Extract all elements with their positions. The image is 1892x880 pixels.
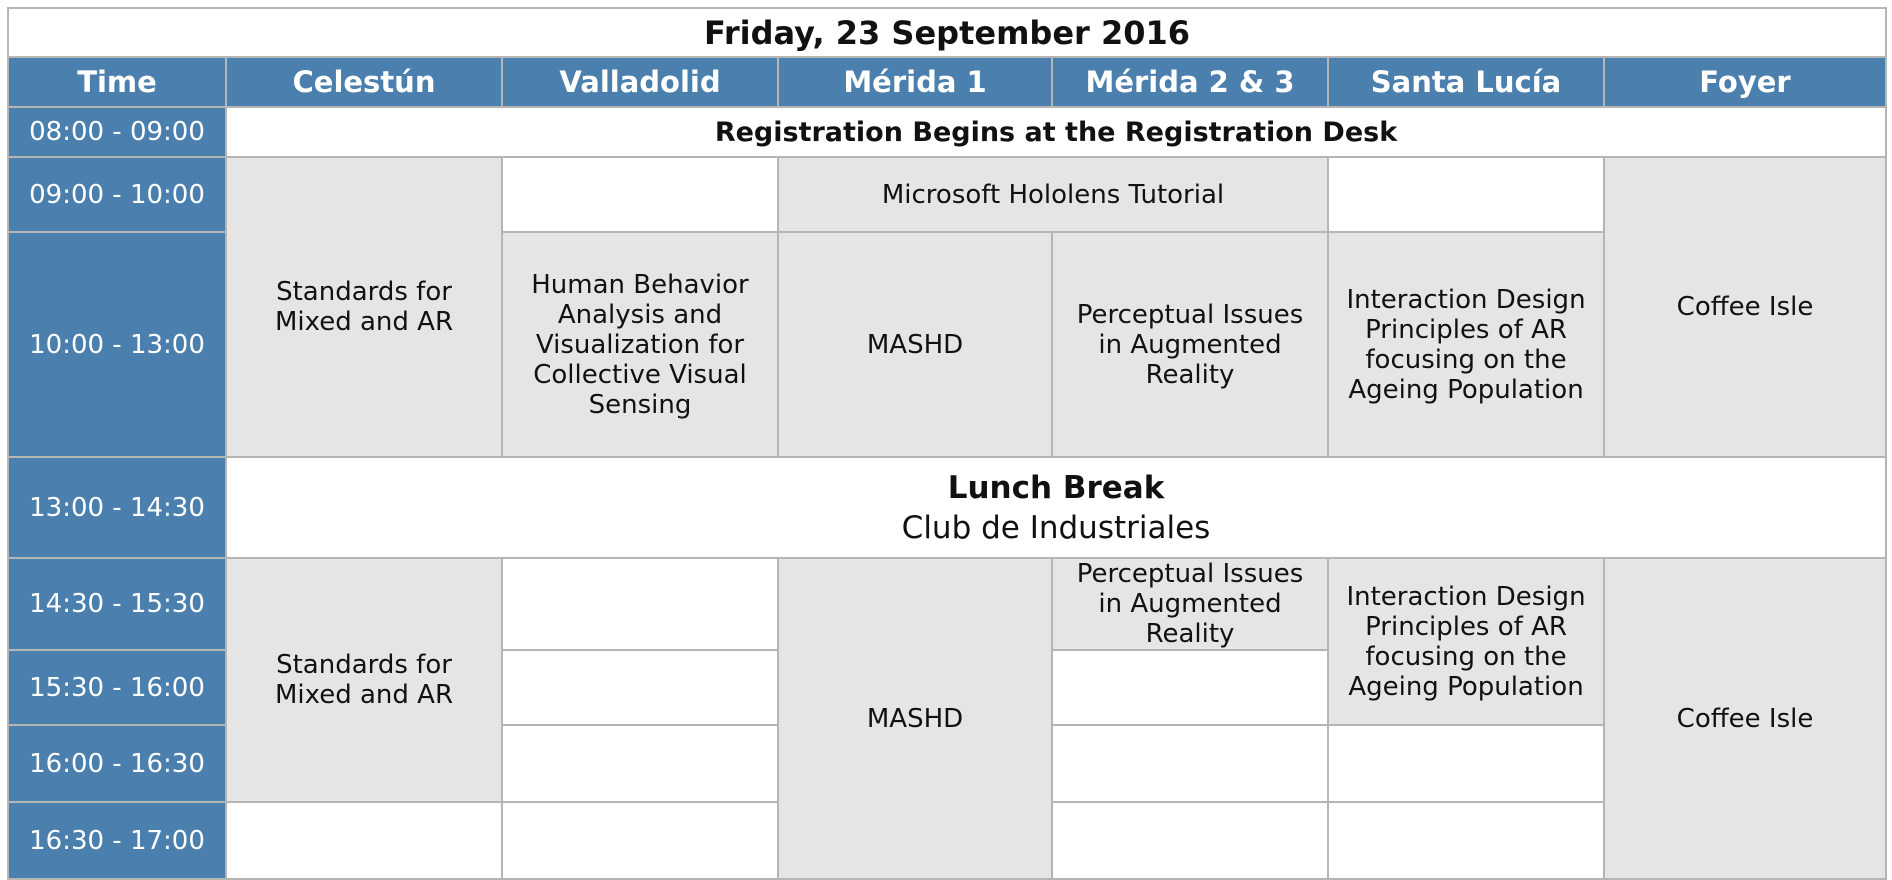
lunch-title: Lunch Break xyxy=(947,469,1165,506)
schedule-table xyxy=(7,7,1887,880)
session-interaction-design-morning: Interaction Design Principles of AR focusing on the Ageing Population xyxy=(1328,232,1604,457)
empty-cell xyxy=(1052,725,1328,802)
session-hololens-tutorial: Microsoft Hololens Tutorial xyxy=(778,157,1328,232)
lunch-break xyxy=(226,457,1886,558)
empty-cell xyxy=(1328,725,1604,802)
empty-cell xyxy=(502,558,778,650)
empty-cell xyxy=(502,725,778,802)
session-mashd-morning: MASHD xyxy=(778,232,1052,457)
session-mashd-afternoon: MASHD xyxy=(778,558,1052,879)
header-time: Time xyxy=(8,57,226,107)
time-slot: 15:30 - 16:00 xyxy=(8,650,226,725)
session-standards-morning: Standards for Mixed and AR xyxy=(226,157,502,457)
time-slot: 14:30 - 15:30 xyxy=(8,558,226,650)
empty-cell xyxy=(502,650,778,725)
session-perceptual-morning: Perceptual Issues in Augmented Reality xyxy=(1052,232,1328,457)
empty-cell xyxy=(226,802,502,879)
schedule-title: Friday, 23 September 2016 xyxy=(8,8,1886,57)
header-santa-lucia: Santa Lucía xyxy=(1328,57,1604,107)
registration-banner: Registration Begins at the Registration Desk xyxy=(226,107,1886,157)
time-slot: 16:30 - 17:00 xyxy=(8,802,226,879)
session-coffee-afternoon: Coffee Isle xyxy=(1604,558,1886,879)
header-foyer: Foyer xyxy=(1604,57,1886,107)
session-interaction-design-afternoon: Interaction Design Principles of AR focusing on the Ageing Population xyxy=(1328,558,1604,725)
time-slot: 09:00 - 10:00 xyxy=(8,157,226,232)
empty-cell xyxy=(502,157,778,232)
header-merida-1: Mérida 1 xyxy=(778,57,1052,107)
empty-cell xyxy=(1052,650,1328,725)
empty-cell xyxy=(502,802,778,879)
time-slot: 08:00 - 09:00 xyxy=(8,107,226,157)
header-merida-2-3: Mérida 2 & 3 xyxy=(1052,57,1328,107)
session-human-behavior: Human Behavior Analysis and Visualization for Collective Visual Sensing xyxy=(502,232,778,457)
time-slot: 16:00 - 16:30 xyxy=(8,725,226,802)
empty-cell xyxy=(1328,802,1604,879)
empty-cell xyxy=(1052,802,1328,879)
time-slot: 13:00 - 14:30 xyxy=(8,457,226,558)
session-perceptual-afternoon: Perceptual Issues in Augmented Reality xyxy=(1052,558,1328,650)
header-valladolid: Valladolid xyxy=(502,57,778,107)
empty-cell xyxy=(1328,157,1604,232)
session-standards-afternoon: Standards for Mixed and AR xyxy=(226,558,502,802)
lunch-location: Club de Industriales xyxy=(901,509,1211,546)
session-coffee-morning: Coffee Isle xyxy=(1604,157,1886,457)
time-slot: 10:00 - 13:00 xyxy=(8,232,226,457)
header-celestun: Celestún xyxy=(226,57,502,107)
